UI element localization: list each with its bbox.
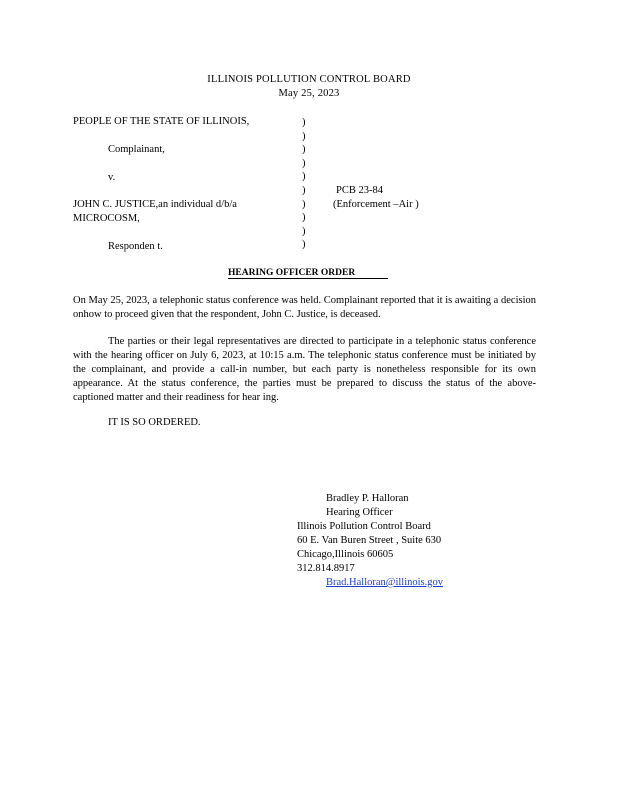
paren: )	[302, 198, 306, 210]
paren: )	[302, 171, 306, 183]
paragraph-status-conference: On May 25, 2023, a telephonic status conference was held. Complainant reported that it is awaiting a decision onhow to proceed given that the respondent, John C. Justice, is deceased.	[73, 295, 536, 320]
complainant-role: Complainant,	[108, 144, 165, 155]
respondent-name-line2: MICROCOSM,	[73, 213, 140, 224]
signer-city-address: Chicago,Illinois 60605	[297, 549, 394, 560]
paren: )	[302, 225, 306, 237]
signer-email-link[interactable]: Brad.Halloran@illinois.gov	[326, 577, 443, 588]
signer-name: Bradley P. Halloran	[326, 493, 409, 504]
paragraph-so-ordered: IT IS SO ORDERED.	[108, 417, 201, 428]
case-type: (Enforcement –Air )	[333, 199, 419, 210]
paren: )	[302, 130, 306, 142]
paren: )	[302, 157, 306, 169]
agency-name: ILLINOIS POLLUTION CONTROL BOARD	[207, 74, 411, 85]
signer-street-address: 60 E. Van Buren Street , Suite 630	[297, 535, 442, 546]
paren: )	[302, 212, 306, 224]
paren: )	[302, 184, 306, 196]
signer-organization: Illinois Pollution Control Board	[297, 521, 431, 532]
paragraph-directions: The parties or their legal representatives are directed to participate in a telephonic status conference with the hearing officer on July 6, 2023, at 10:15 a.m. The telephonic status conference must be initiated by the complainant, and provide a call-in number, but each party is nonetheless responsible for its own appearance. At the status conference, the parties must be prepared to discuss the status of the above- captioned matter and their readiness for hear ing.	[73, 336, 536, 403]
complainant-name: PEOPLE OF THE STATE OF ILLINOIS,	[73, 116, 250, 127]
paren: )	[302, 144, 306, 156]
respondent-name-line1: JOHN C. JUSTICE,an individual d/b/a	[73, 199, 237, 210]
versus-label: v.	[108, 172, 116, 183]
order-date: May 25, 2023	[278, 88, 340, 99]
respondent-role: Responden t.	[108, 241, 163, 252]
paren: )	[302, 239, 306, 251]
signer-title: Hearing Officer	[326, 507, 393, 518]
case-number: PCB 23-84	[336, 185, 383, 196]
signer-phone: 312.814.8917	[297, 563, 355, 574]
caption-parentheses	[302, 116, 306, 252]
order-title: HEARING OFFICER ORDER	[228, 268, 388, 279]
paren: )	[302, 117, 306, 128]
